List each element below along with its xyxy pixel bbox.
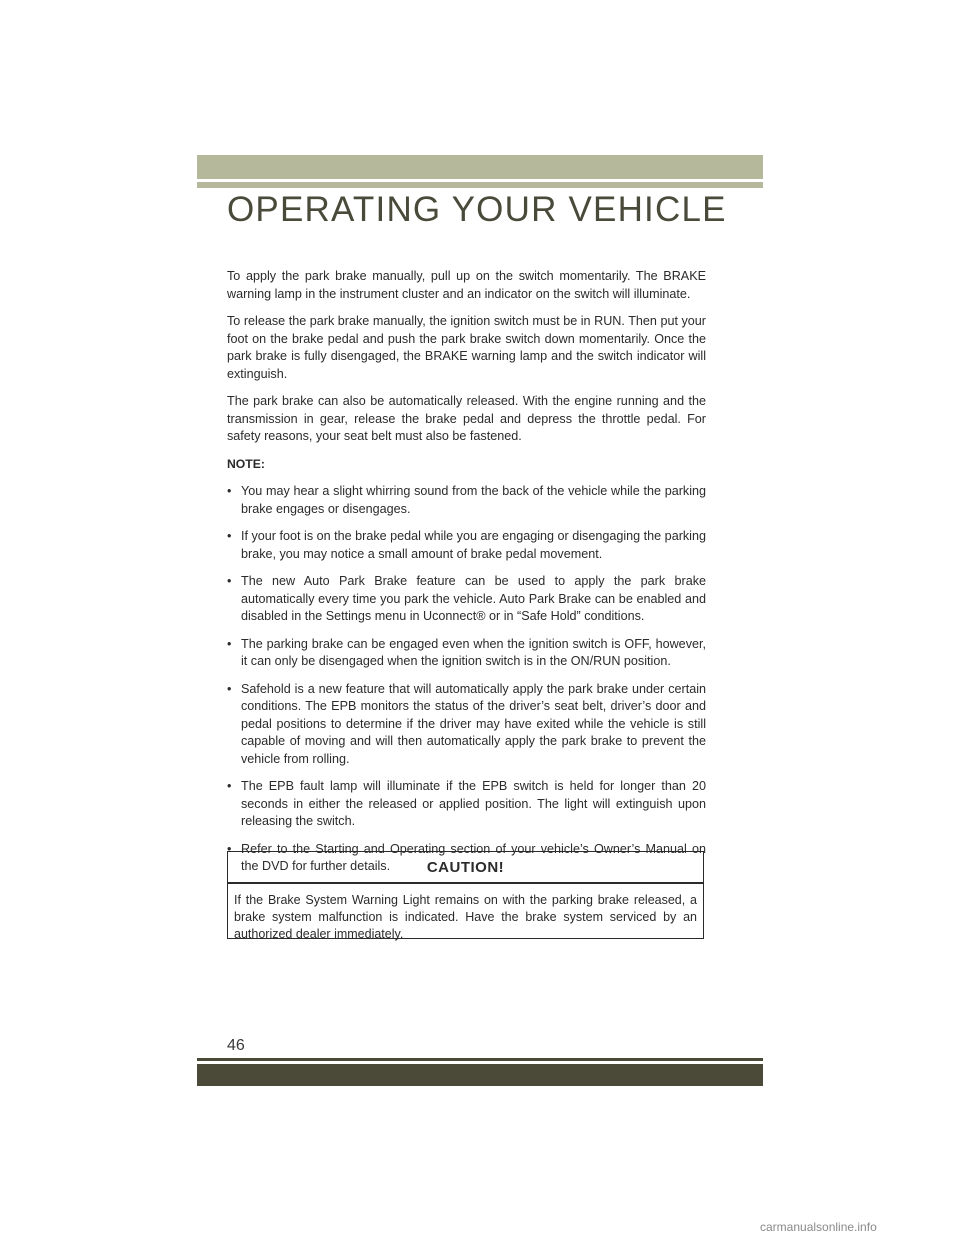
list-item: [227, 483, 706, 518]
bullet-icon: •: [227, 779, 232, 793]
header-band: [197, 155, 763, 179]
paragraph-release: To release the park brake manually, the ignition switch must be in RUN. Then put your foot on the brake pedal and push the park brake switch down momentarily. Once the park brake is fully disengaged, the BRAKE warning lamp and the switch indicator will extinguish.: [227, 314, 706, 381]
list-item: [227, 528, 706, 563]
caution-box: [227, 851, 704, 939]
page-content: [227, 268, 706, 886]
footer-band: [197, 1064, 763, 1086]
bullet-icon: •: [227, 529, 232, 543]
caution-title: CAUTION!: [426, 859, 505, 876]
list-item-text: The parking brake can be engaged even when the ignition switch is OFF, however, it can only be disengaged when the ignition switch is in the ON/RUN position.: [241, 636, 706, 668]
bullet-icon: •: [227, 841, 232, 856]
paragraph-auto-release: The park brake can also be automatically released. With the engine running and the transmission in gear, release the brake pedal and depress the throttle pedal. For safety reasons, your seat belt must also be fastened.: [227, 394, 706, 443]
bullet-icon: •: [227, 636, 232, 651]
list-item: [227, 681, 706, 769]
note-label: NOTE:: [227, 456, 265, 471]
footer-rule: [197, 1058, 763, 1061]
list-item-text: The EPB fault lamp will illuminate if the EPB switch is held for longer than 20 seconds in either the released or applied position. The light will extinguish upon releasing the switch.: [241, 779, 706, 828]
list-item-text: Refer to the Starting and Operating section of your vehicle’s Owner’s Manual on the DVD for further details.: [241, 841, 706, 873]
bullet-icon: •: [227, 681, 232, 696]
header-rule: [197, 182, 763, 188]
list-item-text: The new Auto Park Brake feature can be used to apply the park brake automatically every time you park the vehicle. Auto Park Brake can be enabled and disabled in the Settings menu in Uconnect® or in “Safe Hold” conditions.: [241, 574, 706, 623]
paragraph-apply: To apply the park brake manually, pull up on the switch momentarily. The BRAKE warning lamp in the instrument cluster and an indicator on the switch will illuminate.: [227, 269, 706, 301]
bullet-icon: •: [227, 484, 232, 498]
list-item-text: If your foot is on the brake pedal while you are engaging or disengaging the parking brake, you may notice a small amount of brake pedal movement.: [241, 529, 706, 561]
list-item: [227, 573, 706, 626]
note-list: [227, 483, 706, 876]
bullet-icon: •: [227, 574, 232, 588]
list-item: [227, 636, 706, 671]
list-item: [227, 778, 706, 831]
list-item-text: You may hear a slight whirring sound from the back of the vehicle while the parking brake engages or disengages.: [241, 484, 706, 516]
caution-text: If the Brake System Warning Light remains on with the parking brake released, a brake system malfunction is indicated. Have the brake system serviced by an authorized dealer immediately.: [234, 892, 697, 941]
watermark: carmanualsonline.info: [760, 1220, 877, 1234]
page-number: 46: [227, 1037, 245, 1054]
section-title: OPERATING YOUR VEHICLE: [227, 190, 727, 229]
list-item-text: Safehold is a new feature that will automatically apply the park brake under certain conditions. The EPB monitors the status of the driver’s seat belt, driver’s door and pedal positions to determine if the driver may have exited while the vehicle is still capable of moving and will then automatically apply the park brake to prevent the vehicle from rolling.: [241, 681, 706, 766]
